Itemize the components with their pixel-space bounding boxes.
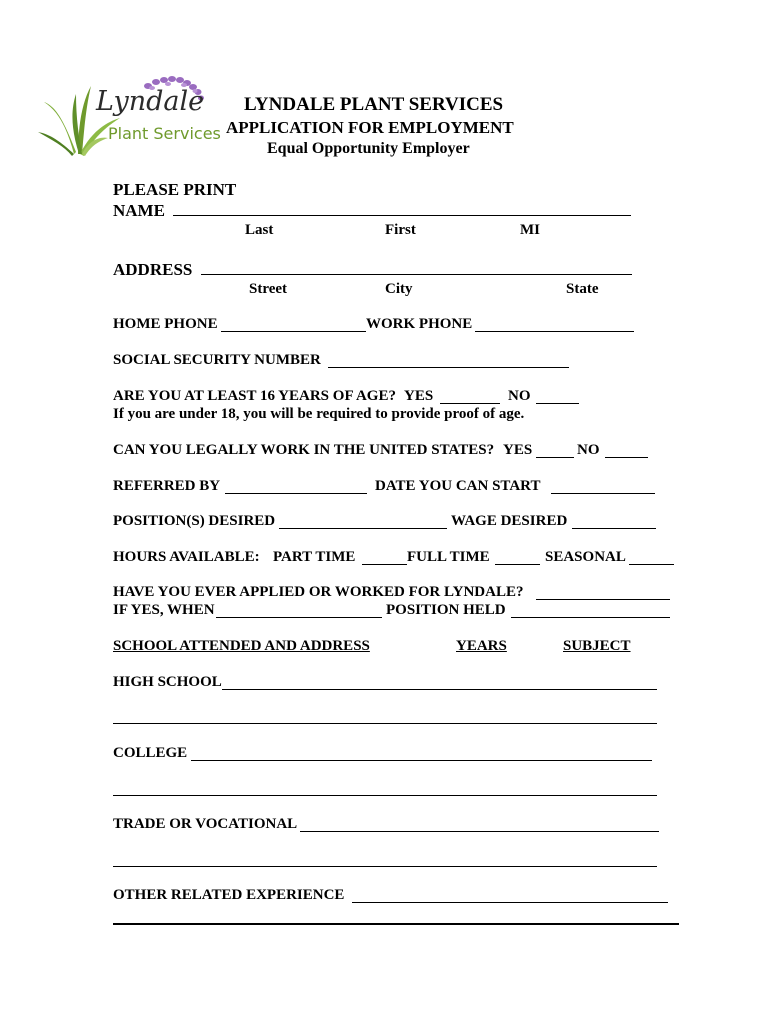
age-question: ARE YOU AT LEAST 16 YEARS OF AGE? — [113, 388, 396, 404]
logo-word-plant-services: Plant Services — [108, 124, 221, 143]
full-time-label: FULL TIME — [407, 549, 490, 565]
positions-desired-field[interactable] — [279, 528, 447, 529]
other-experience-field[interactable] — [352, 902, 668, 903]
legal-work-no-field[interactable] — [605, 457, 648, 458]
referred-by-field[interactable] — [225, 493, 367, 494]
age-no-label: NO — [508, 388, 531, 404]
if-yes-when-field[interactable] — [216, 617, 382, 618]
home-phone-label: HOME PHONE — [113, 316, 218, 332]
legal-work-yes-field[interactable] — [536, 457, 574, 458]
legal-work-yes-label: YES — [503, 442, 533, 458]
high-school-label: HIGH SCHOOL — [113, 674, 222, 690]
trade-vocational-field-line-2[interactable] — [113, 866, 657, 867]
trade-vocational-field[interactable] — [300, 831, 659, 832]
legal-work-question: CAN YOU LEGALLY WORK IN THE UNITED STATES? — [113, 442, 495, 458]
seasonal-label: SEASONAL — [545, 549, 626, 565]
address-city-caption: City — [385, 281, 413, 297]
part-time-label: PART TIME — [273, 549, 356, 565]
company-name: LYNDALE PLANT SERVICES — [244, 94, 504, 115]
college-label: COLLEGE — [113, 745, 188, 761]
please-print-label: PLEASE PRINT — [113, 180, 237, 199]
if-yes-when-label: IF YES, WHEN — [113, 602, 215, 618]
position-held-label: POSITION HELD — [386, 602, 506, 618]
form-title: APPLICATION FOR EMPLOYMENT — [226, 118, 514, 137]
high-school-field[interactable] — [222, 689, 657, 690]
home-phone-field[interactable] — [221, 331, 366, 332]
legal-work-no-label: NO — [577, 442, 600, 458]
address-state-caption: State — [566, 281, 599, 297]
name-last-caption: Last — [245, 222, 274, 238]
name-field[interactable] — [173, 215, 631, 216]
work-phone-label: WORK PHONE — [366, 316, 473, 332]
age-note: If you are under 18, you will be required to provide proof of age. — [113, 406, 525, 422]
name-label: NAME — [113, 201, 165, 220]
position-held-field[interactable] — [511, 617, 670, 618]
college-field-line-2[interactable] — [113, 795, 657, 796]
wage-desired-field[interactable] — [572, 528, 656, 529]
start-date-label: DATE YOU CAN START — [375, 478, 541, 494]
name-mi-caption: MI — [520, 222, 540, 238]
wage-desired-label: WAGE DESIRED — [451, 513, 568, 529]
subject-column-header: SUBJECT — [563, 638, 631, 654]
address-street-caption: Street — [249, 281, 288, 297]
referred-by-label: REFERRED BY — [113, 478, 221, 494]
college-field[interactable] — [191, 760, 652, 761]
part-time-field[interactable] — [362, 564, 407, 565]
age-no-field[interactable] — [536, 403, 579, 404]
other-experience-field-line-2[interactable] — [113, 923, 679, 925]
hours-available-label: HOURS AVAILABLE: — [113, 549, 260, 565]
school-column-header: SCHOOL ATTENDED AND ADDRESS — [113, 638, 370, 654]
start-date-field[interactable] — [551, 493, 655, 494]
ssn-field[interactable] — [328, 367, 569, 368]
work-phone-field[interactable] — [475, 331, 634, 332]
form-subtitle: Equal Opportunity Employer — [267, 140, 470, 157]
logo-word-lyndale: Lyndale — [96, 86, 205, 117]
address-field[interactable] — [201, 274, 632, 275]
company-logo — [36, 72, 221, 162]
trade-vocational-label: TRADE OR VOCATIONAL — [113, 816, 298, 832]
ssn-label: SOCIAL SECURITY NUMBER — [113, 352, 321, 368]
applied-before-field[interactable] — [536, 599, 670, 600]
seasonal-field[interactable] — [629, 564, 674, 565]
positions-desired-label: POSITION(S) DESIRED — [113, 513, 276, 529]
other-experience-label: OTHER RELATED EXPERIENCE — [113, 887, 345, 903]
applied-before-question: HAVE YOU EVER APPLIED OR WORKED FOR LYNDALE? — [113, 584, 524, 600]
name-first-caption: First — [385, 222, 416, 238]
years-column-header: YEARS — [456, 638, 507, 654]
age-yes-label: YES — [404, 388, 434, 404]
address-label: ADDRESS — [113, 260, 193, 279]
high-school-field-line-2[interactable] — [113, 723, 657, 724]
age-yes-field[interactable] — [440, 403, 500, 404]
full-time-field[interactable] — [495, 564, 540, 565]
